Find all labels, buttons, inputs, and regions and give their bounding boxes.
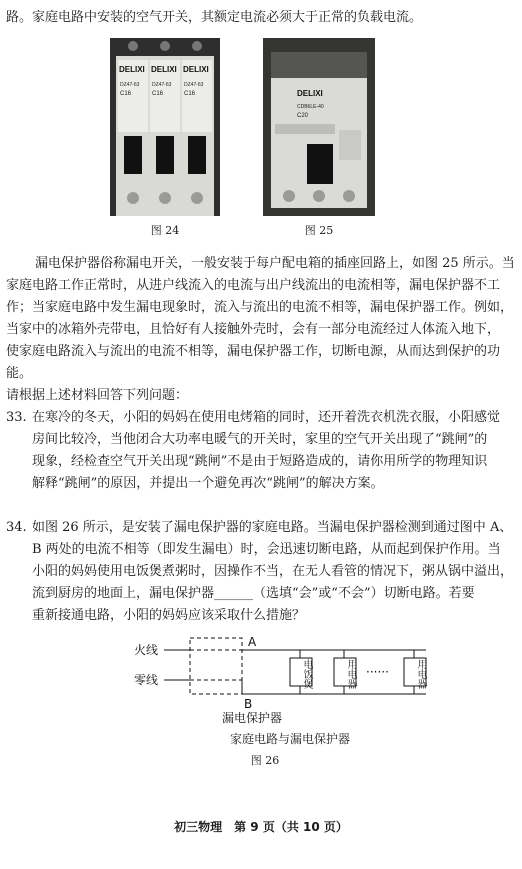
fig24-rating-3: C16 [184, 91, 196, 97]
appliance-3-vertical-label: 用电器 [415, 659, 426, 689]
appliance-1-vertical-label: 电饭煲 [301, 659, 312, 689]
paragraph-line-6: 能。 [6, 366, 33, 381]
q33-line-3: 现象，经检查空气开关出现“跳闸”不是由于短路造成的，请你用所学的物理知识 [32, 454, 488, 469]
paragraph-line-2: 家庭电路工作正常时，从进户线流入的电流与出户线流出的电流相等，漏电保护器不工 [6, 278, 501, 293]
figure-24-photo [110, 38, 220, 216]
fig24-brand-2: DELIXI [151, 65, 177, 74]
fig25-model: CDB6LE-40 [297, 104, 324, 110]
q34-line-1: 如图 26 所示，是安装了漏电保护器的家庭电路。当漏电保护器检测到通过图中 A、 [32, 520, 513, 535]
figure-25-photo [263, 38, 375, 216]
q33-line-1: 在寒冷的冬天，小阳的妈妈在使用电烤箱的同时，还开着洗衣机洗衣服，小阳感觉 [32, 410, 501, 425]
fig24-model-3: DZ47-63 [184, 82, 204, 88]
fig24-brand-1: DELIXI [119, 65, 145, 74]
paragraph-line-3: 作；当家庭电路中发生漏电现象时，流入与流出的电流不相等，漏电保护器工作。例如， [6, 300, 514, 315]
leakage-protector-box [190, 638, 242, 694]
live-wire-label: 火线 [134, 643, 159, 657]
figure-25-caption: 图 25 [304, 224, 334, 237]
q33-line-4: 解释“跳闸”的原因，并提出一个避免再次“跳闸”的解决方案。 [32, 476, 384, 491]
q33-line-2: 房间比较冷，当他闭合大功率电暖气的开关时，家里的空气开关出现了“跳闸”的 [32, 432, 488, 447]
ellipsis-dots: ······ [366, 665, 389, 679]
q34-line-5: 重新接通电路，小阳的妈妈应该采取什么措施？ [32, 608, 306, 623]
fig25-rating: C20 [297, 113, 309, 119]
paragraph-line-5: 使家庭电路流入与流出的电流不相等，漏电保护器工作，切断电源，从而达到保护的功 [6, 344, 501, 359]
appliance-2-vertical-label: 用电器 [345, 659, 356, 689]
fig24-brand-3: DELIXI [183, 65, 209, 74]
q34-line-2: B 两处的电流不相等（即发生漏电）时，会迅速切断电路，从而起到保护作用。当 [32, 542, 501, 557]
fig24-rating-2: C16 [152, 91, 164, 97]
circuit-diagram [130, 632, 450, 728]
fig24-model-2: DZ47-63 [152, 82, 172, 88]
figure-26-caption: 图 26 [250, 754, 280, 767]
point-a-label: A [248, 635, 257, 649]
point-b-label: B [244, 697, 253, 711]
top-text-line: 路。家庭电路中安装的空气开关，其额定电流必须大于正常的负载电流。 [6, 10, 423, 25]
fig24-rating-1: C16 [120, 91, 132, 97]
paragraph-line-1: 漏电保护器俗称漏电开关，一般安装于每户配电箱的插座回路上，如图 25 所示。当 [35, 256, 515, 271]
fig25-brand: DELIXI [297, 89, 323, 98]
neutral-wire-label: 零线 [134, 673, 159, 687]
page-footer: 初三物理 第 9 页（共 10 页） [174, 820, 348, 834]
question-prompt: 请根据上述材料回答下列问题： [6, 388, 189, 403]
protector-label: 漏电保护器 [222, 711, 283, 725]
q34-line-4: 流到厨房的地面上，漏电保护器______（选填“会”或“不会”）切断电路。若要 [32, 586, 475, 601]
q33-number: 33. [6, 410, 27, 425]
q34-line-3: 小阳的妈妈使用电饭煲煮粥时，因操作不当，在无人看管的情况下，粥从锅中溢出， [32, 564, 514, 579]
figure-24-caption: 图 24 [150, 224, 180, 237]
fig24-model-1: DZ47-63 [120, 82, 140, 88]
paragraph-line-4: 当家中的冰箱外壳带电，且恰好有人接触外壳时，会有一部分电流经过人体流入地下， [6, 322, 501, 337]
diagram-title: 家庭电路与漏电保护器 [229, 732, 350, 746]
q34-number: 34. [6, 520, 27, 535]
